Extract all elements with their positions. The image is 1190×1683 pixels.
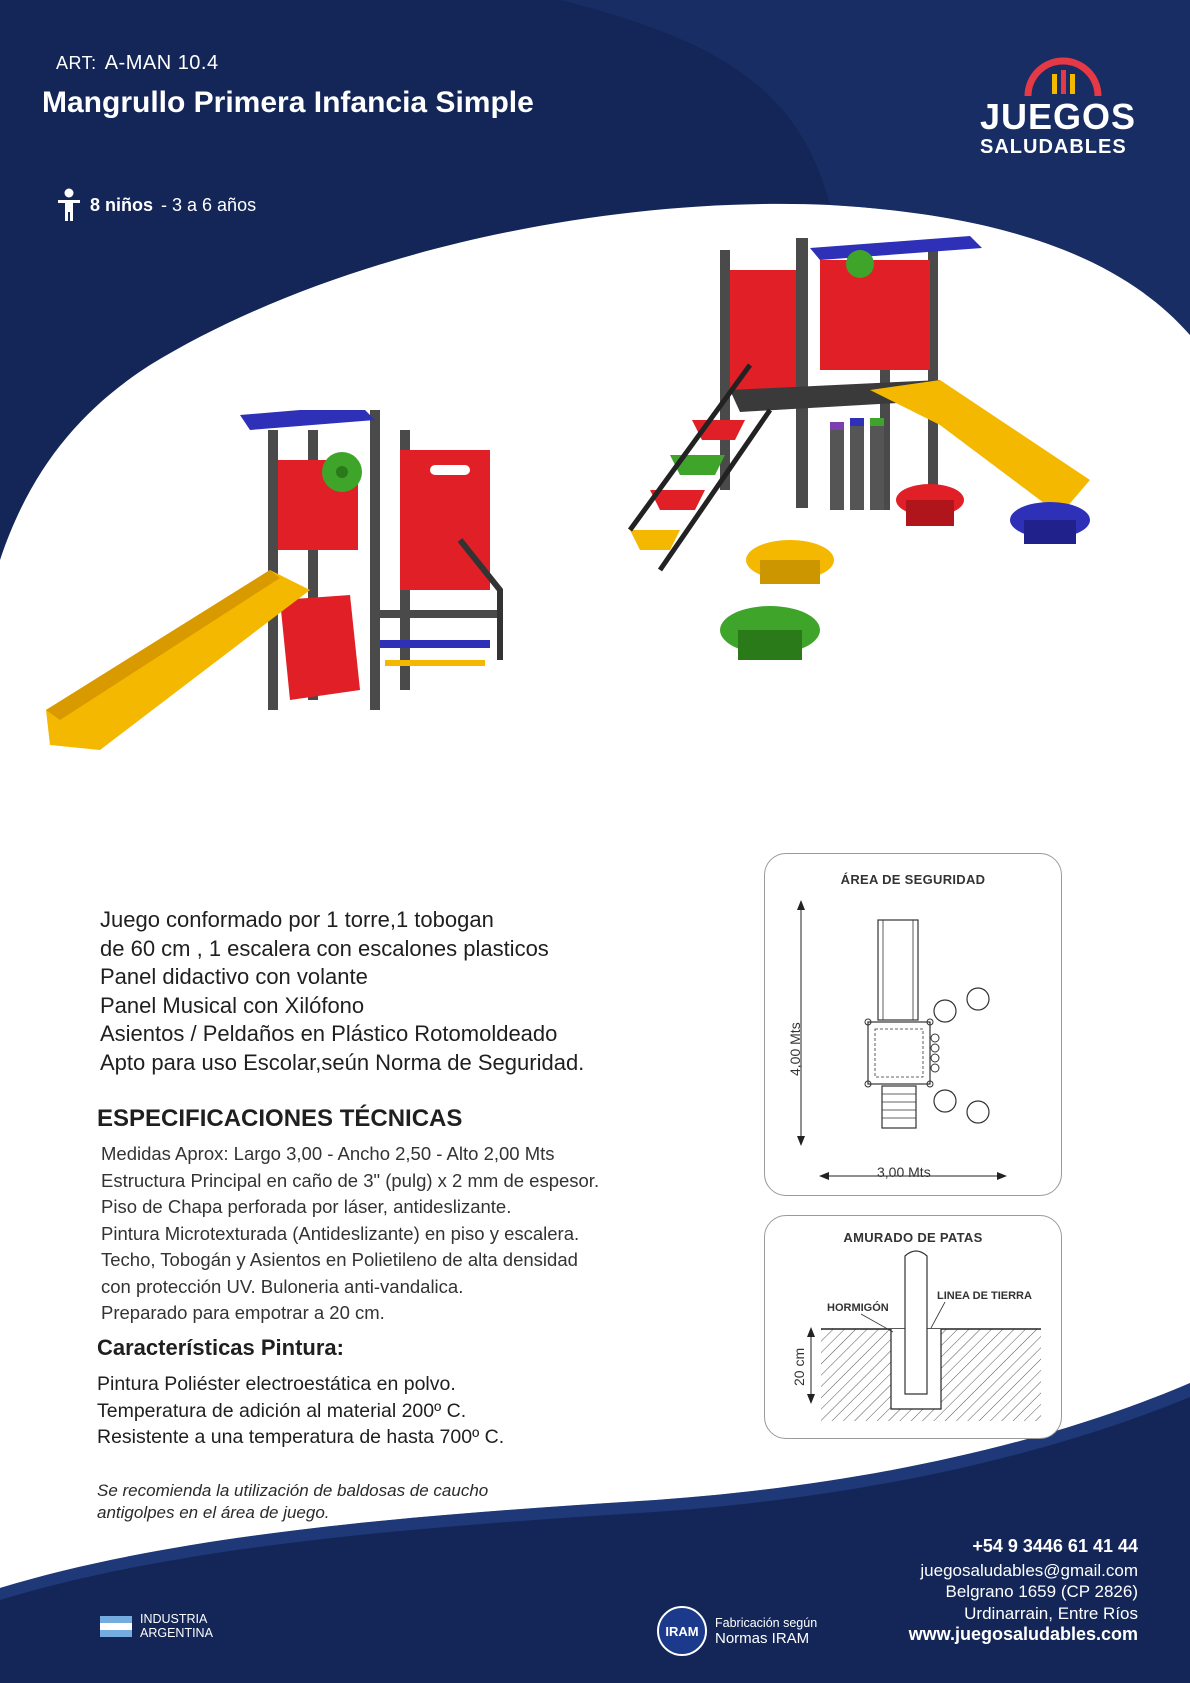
width-dimension-label: 3,00 Mts — [877, 1164, 931, 1180]
iram-line1: Fabricación según — [715, 1615, 818, 1630]
safety-note — [97, 1480, 488, 1524]
height-dimension-label: 4,00 Mts — [787, 1022, 803, 1076]
safety-area-diagram — [765, 854, 1061, 1195]
age-range: - 3 a 6 años — [161, 194, 257, 215]
depth-dimension-label: 20 cm — [791, 1347, 807, 1386]
description-line: Panel Musical con Xilófono — [100, 992, 365, 1018]
industria-line1: INDUSTRIA — [140, 1612, 208, 1626]
logo-line1: JUEGOS — [980, 96, 1137, 137]
iram-logo-icon: IRAM — [657, 1606, 707, 1656]
spec-item: Techo, Tobogán y Asientos en Polietileno de alta densidad — [101, 1249, 578, 1270]
paint-item: Resistente a una temperatura de hasta 700º C. — [97, 1426, 505, 1448]
argentina-flag-icon — [100, 1616, 132, 1637]
specs-list — [101, 1141, 599, 1327]
paint-list — [97, 1371, 504, 1451]
email[interactable]: juegosaludables@gmail.com — [920, 1560, 1138, 1580]
spec-item: Estructura Principal en caño de 3" (pulg) x 2 mm de espesor. — [101, 1169, 600, 1191]
spec-item: Preparado para empotrar a 20 cm. — [101, 1302, 385, 1323]
anchoring-panel — [764, 1215, 1062, 1439]
kids-count: 8 niños — [90, 194, 154, 215]
safety-area-title: ÁREA DE SEGURIDAD — [840, 872, 986, 887]
logo-line2: SALUDABLES — [980, 136, 1127, 158]
article-code — [56, 52, 219, 75]
note-line: antigolpes en el área de juego. — [97, 1503, 330, 1522]
iram-line2: Normas IRAM — [715, 1629, 810, 1647]
spec-item: Piso de Chapa perforada por láser, antideslizante. — [101, 1196, 512, 1217]
paint-item: Temperatura de adición al material 200º C. — [97, 1399, 467, 1422]
anchoring-title: AMURADO DE PATAS — [843, 1230, 983, 1245]
contact-block — [909, 1536, 1138, 1646]
playground-right-view — [610, 230, 1150, 710]
phone-number[interactable]: +54 9 3446 61 41 44 — [972, 1536, 1138, 1556]
logo-arc-icon — [1022, 56, 1104, 100]
paint-item: Pintura Poliéster electroestática en polvo. — [97, 1373, 456, 1395]
spec-item: con protección UV. Buloneria anti-vandalica. — [101, 1275, 464, 1297]
concrete-label: HORMIGÓN — [827, 1302, 889, 1314]
address-line1: Belgrano 1659 (CP 2826) — [945, 1582, 1138, 1601]
note-line: Se recomienda la utilización de baldosas de caucho — [97, 1481, 489, 1500]
industria-argentina-badge — [100, 1612, 213, 1640]
address-line2: Urdinarrain, Entre Ríos — [964, 1603, 1138, 1623]
website-link[interactable]: www.juegosaludables.com — [908, 1624, 1138, 1644]
description-line: Panel didactivo con volante — [100, 964, 368, 989]
art-prefix: ART: — [56, 53, 97, 73]
child-icon — [56, 188, 82, 222]
spec-item: Pintura Microtexturada (Antideslizante) en piso y escalera. — [101, 1222, 580, 1244]
safety-area-panel — [764, 853, 1062, 1196]
spec-item: Medidas Aprox: Largo 3,00 - Ancho 2,50 - Alto 2,00 Mts — [101, 1143, 555, 1164]
description-line: Apto para uso Escolar,seún Norma de Seguridad. — [100, 1049, 585, 1075]
product-title: Mangrullo Primera Infancia Simple — [42, 86, 534, 119]
ground-line-label: LINEA DE TIERRA — [937, 1290, 1032, 1302]
art-code-value: A-MAN 10.4 — [104, 52, 219, 74]
brand-logo — [980, 56, 1137, 171]
product-description — [100, 906, 584, 1077]
paint-title: Características Pintura: — [97, 1335, 344, 1360]
description-line: Juego conformado por 1 torre,1 tobogan — [100, 907, 494, 932]
specs-title: ESPECIFICACIONES TÉCNICAS — [97, 1105, 463, 1132]
capacity-info — [56, 188, 256, 222]
iram-badge — [657, 1606, 817, 1656]
anchoring-diagram — [765, 1216, 1061, 1438]
playground-left-view — [40, 410, 540, 810]
description-line: Asientos / Peldaños en Plástico Rotomoldeado — [100, 1021, 558, 1046]
description-line: de 60 cm , 1 escalera con escalones plasticos — [100, 935, 549, 961]
industria-line2: ARGENTINA — [140, 1626, 213, 1640]
